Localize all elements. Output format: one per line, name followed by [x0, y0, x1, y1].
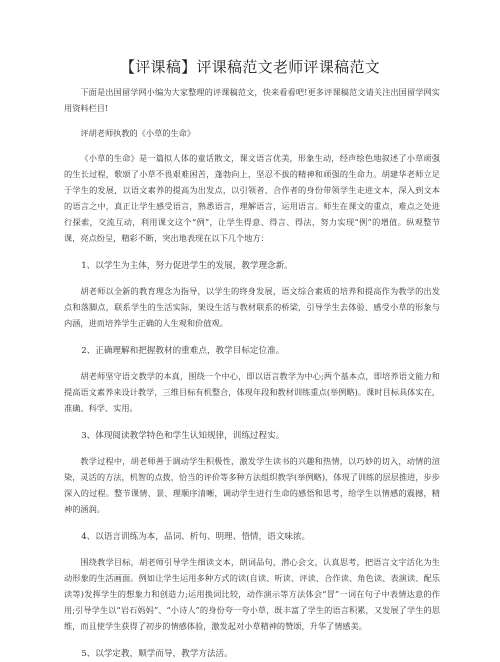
intro-paragraph: 下面是出国留学网小编为大家整理的评课稿范文，快来看看吧!更多评课稿范文请关注出国留学网实用资料栏目!: [64, 87, 440, 113]
point-1-paragraph: 胡老师以全新的教育理念为指导，以学生的终身发展，语文综合素质的培养和提高作为教学的出发点和落脚点，联系学生的生活实际，架设生活与教材联系的桥梁，引导学生去体验、感受小草的形象与内涵，进而培养学生正确的人生观和价值观。: [64, 286, 440, 328]
document-body: [64, 84, 440, 662]
overview-paragraph: 《小草的生命》是一篇拟人体的童话散文，课文语言优美，形象生动，经声绘色地叙述了小草顽强的生长过程，歌颂了小草不畏艰难困苦，蓬勃向上，坚忍不拔的精神和顽强的生命力。胡建华老师立足于学生的发展，以语文素养的提高为出发点，以引领者、合作者的身份带领学生走进文本，深入到文本的语言之中，真正让学生感受语言，熟悉语言，理解语言，运用语言。师生在课文的重点，难点之处进行探索，交流互动，利用课文这个“例”，让学生得意、得言、得法，努力实现“例”的增值。纵观整节课，亮点纷呈，精彩不断，突出地表现在以下几个地方：: [64, 153, 440, 243]
point-3-heading: 3、体现阅读教学特色和学生认知规律，训练过程实。: [81, 431, 285, 441]
point-4-paragraph: 围绕教学目标，胡老师引导学生细读文本，朗词品句，潜心会文，认真思考，把语言文字活化为生动形象的生活画面。例如让学生运用多种方式的读(自读、听读、评读、合作读、角色读、表演读、配乐读等)发挥学生的想象力和创造力;运用换词比较，动作演示等方法体会“冒”一词在句子中表情达意的作用;引导学生以“岩石妈妈”、“小诗人”的身份夸一夸小草，既丰富了学生的语言积累，又发展了学生的思维，而且使学生获得了初步的情感体验，激发起对小草精神的赞颂，升华了情感美。: [64, 557, 440, 631]
point-2-heading: 2、正确理解和把握教材的重难点，教学目标定位准。: [81, 346, 285, 356]
point-5-heading: 5、以学定教，顺学而导，教学方法活。: [81, 649, 233, 659]
point-3-paragraph: 教学过程中，胡老师善于调动学生积极性，激发学生读书的兴趣和热情，以巧妙的切入，动情的渲染，灵活的方法，机智的点拨，恰当的评价等多种方法组织教学(举例略)，体现了训练的层层推进，步步深入的过程。整节课情、景、理顺序清晰，调动学生进行生命的感悟和思考，给学生以情感的震撼，精神的涵润。: [64, 456, 440, 514]
point-1-heading: 1、以学生为主体，努力促进学生的发展，教学理念新。: [81, 261, 293, 271]
point-2-paragraph: 胡老师坚守语文教学的本真，围绕一个中心，即以语言教学为中心;两个基本点，即培养语文能力和提高语文素养来设计教学，三维目标有机整合，体现年段和教材训练重点(举例略)。课时目标具体实在，准确、科学、实用。: [64, 371, 440, 413]
point-4-heading: 4、以语言训练为本，品词、析句、明理、悟情，语文味浓。: [81, 532, 311, 542]
example-title: 评胡老师执教的《小草的生命》: [80, 128, 196, 138]
page-title: 【评课稿】评课稿范文老师评课稿范文: [119, 58, 381, 76]
